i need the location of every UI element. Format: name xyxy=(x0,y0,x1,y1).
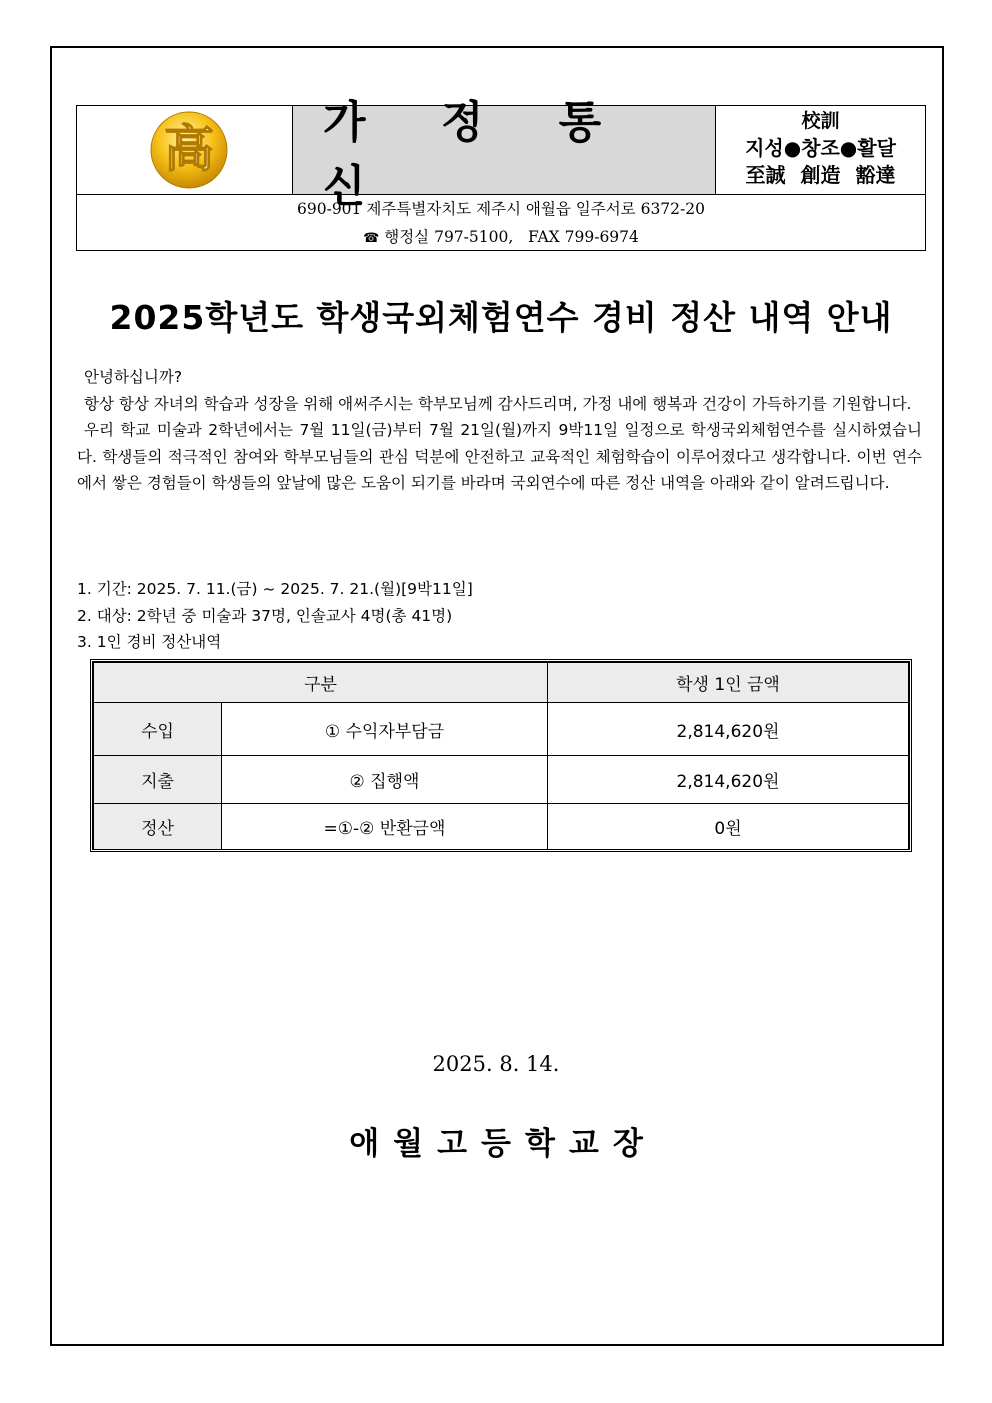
address-block xyxy=(77,194,925,251)
row-category: 수입 xyxy=(94,703,222,756)
list-item-target: 2. 대상: 2학년 중 미술과 37명, 인솔교사 4명(총 41명) xyxy=(77,606,453,625)
motto-label: 校訓 xyxy=(801,110,840,132)
newsletter-header xyxy=(76,97,926,251)
row-amount: 2,814,620원 xyxy=(548,756,909,804)
row-amount: 2,814,620원 xyxy=(548,703,909,756)
header-category: 구분 xyxy=(94,663,548,703)
motto-hanja: 至誠 創造 豁達 xyxy=(745,163,896,187)
school-logo xyxy=(77,106,293,194)
row-category: 지출 xyxy=(94,756,222,804)
header-amount: 학생 1인 금액 xyxy=(548,663,909,703)
newsletter-title: 가 정 통 신 xyxy=(323,97,632,212)
contact-line xyxy=(77,223,925,253)
row-amount: 0원 xyxy=(548,804,909,850)
row-item: =①-② 반환금액 xyxy=(222,804,548,850)
table-header-row xyxy=(94,663,909,703)
table-row xyxy=(94,703,909,756)
phone-numbers: 행정실 797-5100, FAX 799-6974 xyxy=(384,228,639,246)
phone-icon: ☎ xyxy=(363,231,380,246)
settlement-table xyxy=(90,659,912,852)
row-category: 정산 xyxy=(94,804,222,850)
list-item-period: 1. 기간: 2025. 7. 11.(금) ~ 2025. 7. 21.(월)[9박11일] xyxy=(77,580,473,598)
paragraph: 우리 학교 미술과 2학년에서는 7월 11일(금)부터 7월 21일(월)까지 9박11일 일정으로 학생국외체험연수를 실시하였습니다. 학생들의 적극적인 참여와 학부모님들의 관심 덕분에 안전하고 교육적인 체험학습이 이루어졌다고 생각합니다. 이번 연수에서 쌓은 경험들이 학생들의 앞날에 많은 도움이 되기를 바라며 국외연수에 따른 정산 내역을 아래와 같이 알려드립니다. xyxy=(77,421,922,492)
row-item: ① 수익자부담금 xyxy=(222,703,548,756)
table-row xyxy=(94,804,909,850)
row-item: ② 집행액 xyxy=(222,756,548,804)
list-item-expense: 3. 1인 경비 정산내역 xyxy=(77,633,222,651)
school-address: 690-901 제주특별자치도 제주시 애월읍 일주서로 6372-20 xyxy=(297,200,705,218)
motto-korean: 지성●창조●활달 xyxy=(745,136,896,160)
letter-body xyxy=(77,364,922,497)
logo-char: 高 xyxy=(164,119,214,178)
table-row xyxy=(94,756,909,804)
issue-date: 2025. 8. 14. xyxy=(432,1052,560,1076)
document-title: 2025학년도 학생국외체험연수 경비 정산 내역 안내 xyxy=(109,298,893,337)
paragraph: 항상 항상 자녀의 학습과 성장을 위해 애써주시는 학부모님께 감사드리며, 가정 내에 행복과 건강이 가득하기를 기원합니다. xyxy=(84,394,912,413)
logo-cell xyxy=(77,106,293,194)
greeting: 안녕하십니까? xyxy=(84,368,183,386)
school-motto xyxy=(716,106,925,194)
principal-signature: 애월고등학교장 xyxy=(349,1126,657,1162)
detail-list xyxy=(77,576,922,656)
